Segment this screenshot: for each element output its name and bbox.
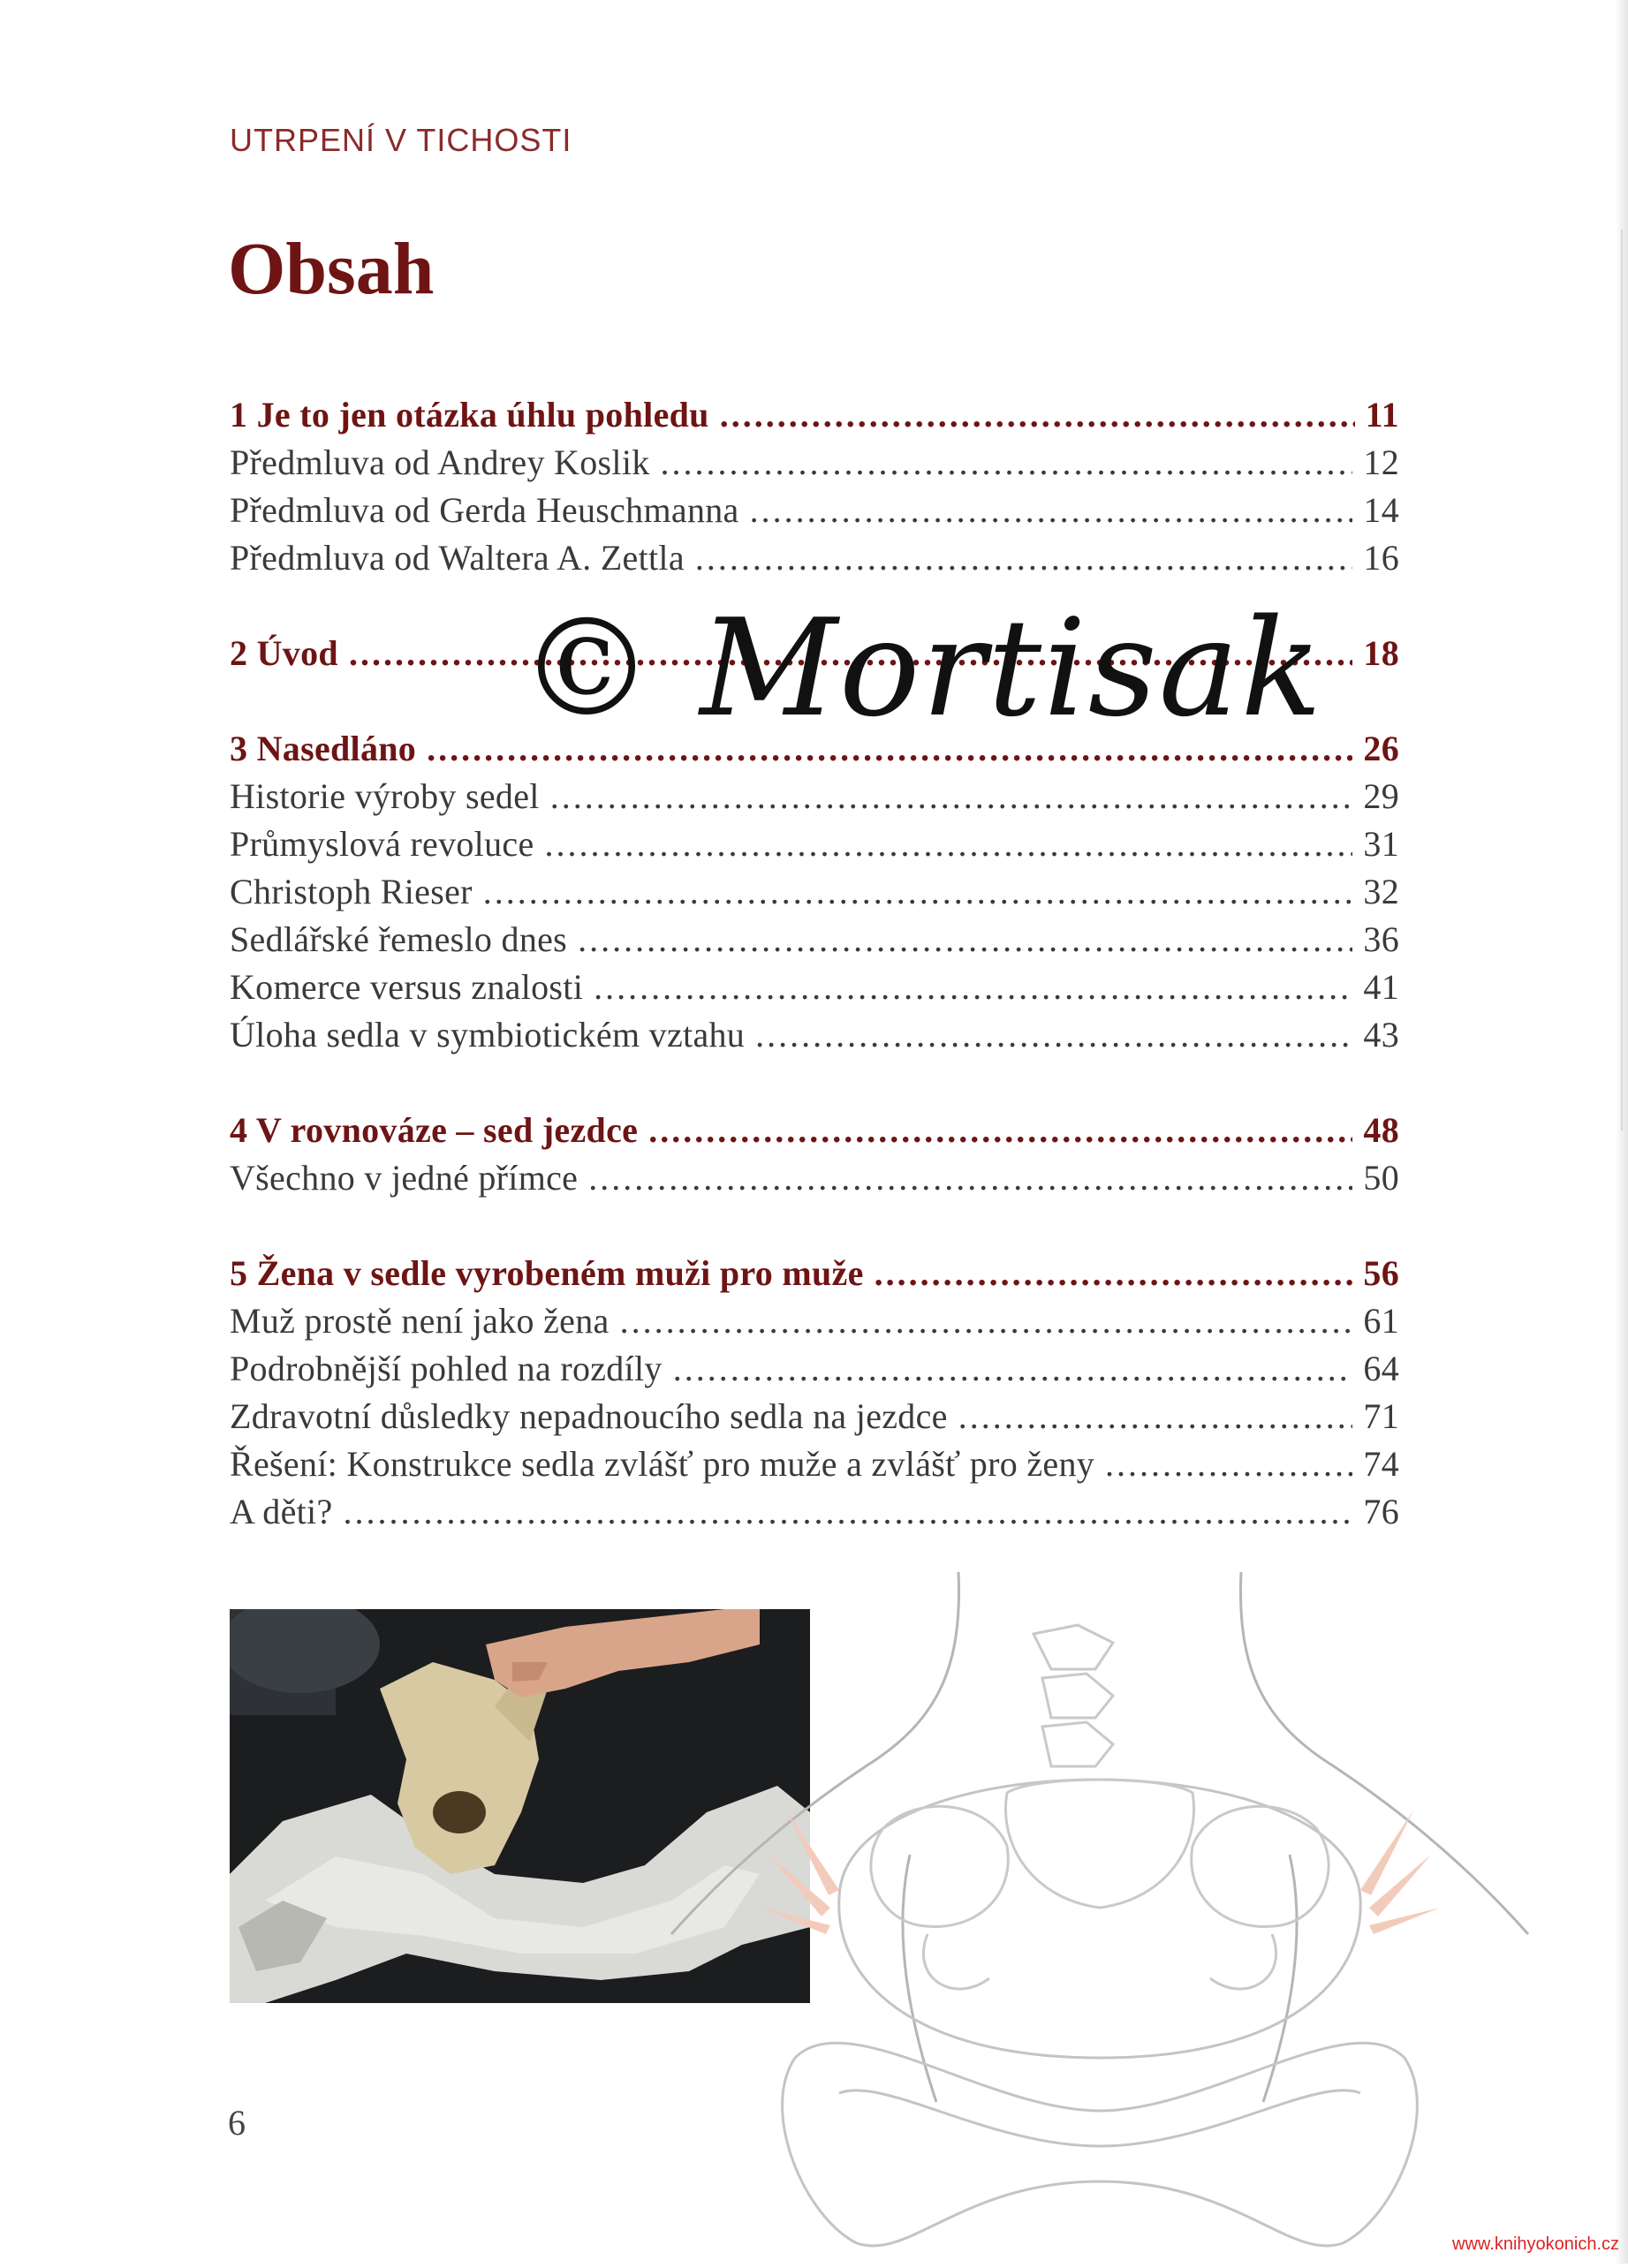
dot-leader (648, 1109, 1352, 1151)
toc-section[interactable] (230, 537, 1399, 585)
toc-entry-page: 64 (1363, 1349, 1399, 1388)
toc-entry-page: 18 (1363, 633, 1399, 673)
toc-entry-label: Zdravotní důsledky nepadnoucího sedla na jezdce (230, 1396, 948, 1436)
dot-leader (1105, 1443, 1352, 1485)
toc-entry-page: 26 (1363, 729, 1399, 768)
dot-leader (344, 1491, 1353, 1532)
toc-entry-page: 12 (1363, 442, 1399, 482)
toc-entry-label: Sedlářské řemeslo dnes (230, 919, 568, 959)
toc-entry-page: 31 (1363, 824, 1399, 864)
dot-leader (875, 1252, 1353, 1294)
dot-leader (755, 1014, 1352, 1055)
toc-entry-label: Historie výroby sedel (230, 776, 540, 816)
dot-leader (661, 442, 1353, 483)
toc-chapter[interactable] (230, 1252, 1399, 1300)
toc-entry-page: 74 (1363, 1444, 1399, 1484)
toc-entry-label: Předmluva od Gerda Heuschmanna (230, 490, 739, 530)
toc-entry-page: 41 (1363, 967, 1399, 1007)
toc-entry-label: Všechno v jedné přímce (230, 1158, 579, 1198)
dot-leader (695, 537, 1352, 578)
toc-entry-page: 14 (1363, 490, 1399, 530)
toc-section[interactable] (230, 775, 1399, 823)
page-title: Obsah (228, 228, 435, 310)
dot-leader (588, 1157, 1352, 1198)
toc-chapter[interactable] (230, 1109, 1399, 1157)
toc-entry-label: Christoph Rieser (230, 872, 473, 911)
toc-section[interactable] (230, 489, 1399, 537)
toc-section[interactable] (230, 919, 1399, 966)
toc-entry-page: 48 (1363, 1110, 1399, 1150)
toc-section[interactable] (230, 442, 1399, 489)
toc-entry-page: 56 (1363, 1253, 1399, 1293)
toc-entry-label: 4 V rovnováze – sed jezdce (230, 1110, 639, 1150)
toc-entry-label: Úloha sedla v symbiotickém vztahu (230, 1015, 746, 1055)
table-of-contents (230, 394, 1399, 1538)
toc-entry-label: 1 Je to jen otázka úhlu pohledu (230, 395, 709, 435)
toc-entry-label: Předmluva od Andrey Koslik (230, 442, 650, 482)
dot-leader (594, 966, 1352, 1008)
toc-entry-page: 11 (1365, 395, 1399, 435)
toc-section[interactable] (230, 1395, 1399, 1443)
toc-entry-label: Podrobnější pohled na rozdíly (230, 1349, 663, 1388)
dot-leader (550, 775, 1353, 817)
toc-section[interactable] (230, 1157, 1399, 1205)
toc-section[interactable] (230, 1014, 1399, 1062)
toc-entry-label: Řešení: Konstrukce sedla zvlášť pro muže a zvlášť pro ženy (230, 1444, 1095, 1484)
toc-entry-page: 29 (1363, 776, 1399, 816)
toc-entry-page: 32 (1363, 872, 1399, 911)
dot-leader (620, 1300, 1353, 1342)
toc-section[interactable] (230, 1443, 1399, 1491)
toc-entry-label: Průmyslová revoluce (230, 824, 534, 864)
toc-entry-label: 5 Žena v sedle vyrobeném muži pro muže (230, 1253, 864, 1293)
dot-leader (958, 1395, 1353, 1437)
toc-entry-label: Předmluva od Waltera A. Zettla (230, 538, 685, 578)
page-edge-line (1621, 230, 1623, 1130)
toc-section[interactable] (230, 871, 1399, 919)
toc-entry-page: 50 (1363, 1158, 1399, 1198)
toc-entry-page: 36 (1363, 919, 1399, 959)
toc-section[interactable] (230, 966, 1399, 1014)
toc-section[interactable] (230, 1300, 1399, 1348)
toc-chapter[interactable] (230, 394, 1399, 442)
toc-entry-label: 2 Úvod (230, 633, 338, 673)
toc-section[interactable] (230, 1491, 1399, 1538)
toc-entry-page: 76 (1363, 1492, 1399, 1531)
dot-leader (673, 1348, 1353, 1389)
dot-leader (720, 394, 1355, 435)
toc-entry-label: 3 Nasedláno (230, 729, 417, 768)
dot-leader (578, 919, 1352, 960)
source-site-label: www.knihyokonich.cz (1452, 2234, 1619, 2254)
page-number: 6 (228, 2103, 246, 2143)
toc-entry-page: 43 (1363, 1015, 1399, 1055)
dot-leader (483, 871, 1353, 912)
toc-section[interactable] (230, 1348, 1399, 1395)
toc-section[interactable] (230, 823, 1399, 871)
dot-leader (545, 823, 1353, 865)
toc-entry-page: 16 (1363, 538, 1399, 578)
toc-entry-label: Komerce versus znalosti (230, 967, 584, 1007)
dot-leader (750, 489, 1353, 531)
toc-entry-label: A děti? (230, 1492, 333, 1531)
saddle-pelvis-diagram (618, 1563, 1628, 2264)
running-head: UTRPENÍ V TICHOSTI (230, 122, 572, 158)
toc-entry-page: 71 (1363, 1396, 1399, 1436)
copyright-watermark: © Mortisak (519, 590, 1324, 746)
toc-entry-label: Muž prostě není jako žena (230, 1301, 610, 1341)
toc-entry-page: 61 (1363, 1301, 1399, 1341)
